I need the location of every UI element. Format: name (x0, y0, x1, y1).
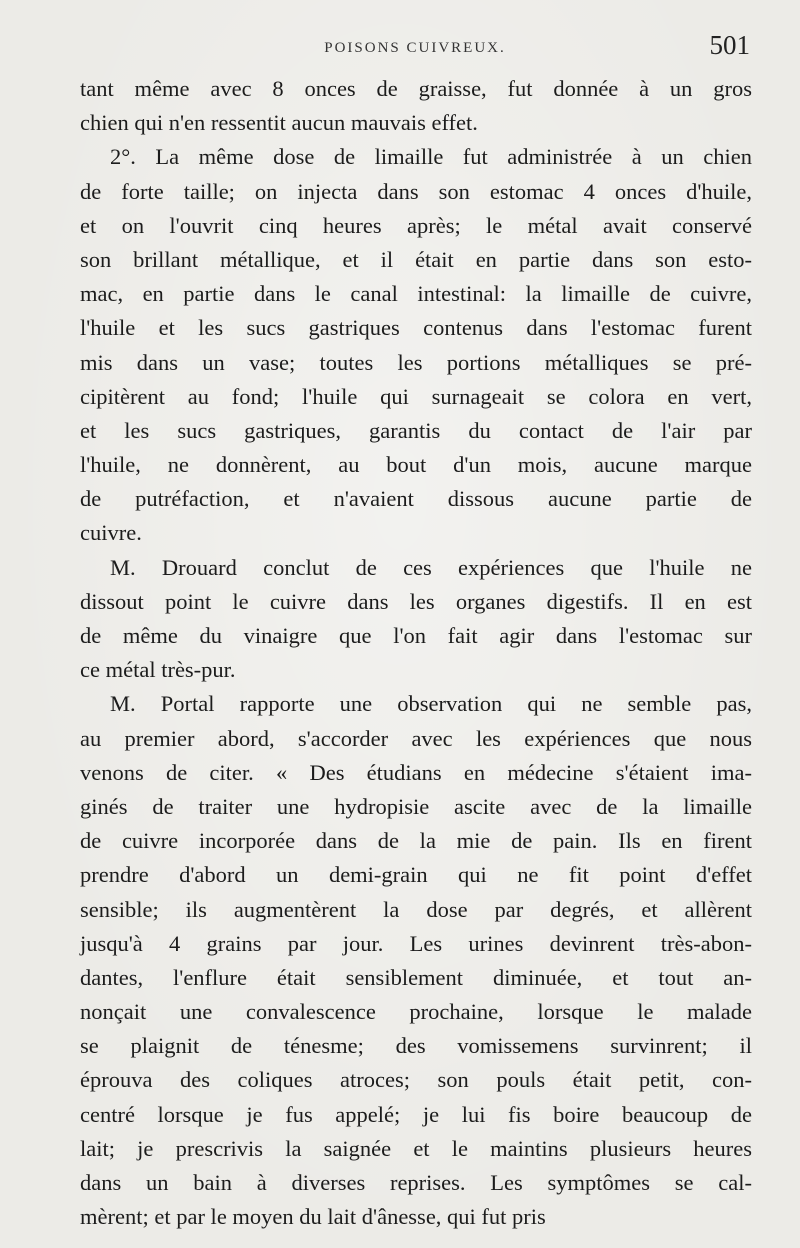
paragraph (80, 72, 752, 140)
text-line: chien qui n'en ressentit aucun mauvais effet. (80, 110, 478, 136)
text-line: de même du vinaigre que l'on fait agir dans l'estomac sur (80, 623, 752, 648)
text-line: dissout point le cuivre dans les organes digestifs. Il en est (80, 588, 752, 614)
text-line: cuivre. (80, 520, 142, 546)
body-text (80, 72, 752, 1234)
running-head-title: POISONS CUIVREUX. (324, 40, 506, 56)
paragraph (80, 140, 752, 550)
text-line: de cuivre incorporée dans de la mie de pain. Ils en firent (80, 828, 752, 854)
text-line: jusqu'à 4 grains par jour. Les urines devinrent très-abon- (80, 930, 752, 956)
text-line: mèrent; et par le moyen du lait d'ânesse, qui fut pris (80, 1204, 546, 1230)
text-line: cipitèrent au fond; l'huile qui surnageait se colora en vert, (80, 383, 752, 409)
text-line: au premier abord, s'accorder avec les expériences que nous (80, 725, 752, 751)
page-number: 501 (709, 30, 750, 60)
text-line: sensible; ils augmentèrent la dose par degrés, et allèrent (80, 896, 752, 922)
text-line: l'huile, ne donnèrent, au bout d'un mois, aucune marque (80, 452, 752, 478)
text-line: l'huile et les sucs gastriques contenus dans l'estomac furent (80, 315, 752, 341)
text-line: dans un bain à diverses reprises. Les symptômes se cal- (80, 1170, 752, 1195)
text-line: M. Drouard conclut de ces expériences que l'huile ne (110, 554, 752, 580)
text-line: et on l'ouvrit cinq heures après; le métal avait conservé (80, 212, 752, 238)
text-line: son brillant métallique, et il était en partie dans son esto- (80, 246, 752, 272)
running-head (80, 30, 750, 66)
text-line: mis dans un vase; toutes les portions métalliques se pré- (80, 349, 752, 375)
text-line: ginés de traiter une hydropisie ascite avec de la limaille (80, 793, 752, 819)
text-line: de putréfaction, et n'avaient dissous aucune partie de (80, 486, 752, 512)
text-line: dantes, l'enflure était sensiblement diminuée, et tout an- (80, 964, 752, 990)
paragraph (80, 551, 752, 688)
text-line: et les sucs gastriques, garantis du contact de l'air par (80, 417, 752, 443)
text-line: tant même avec 8 onces de graisse, fut donnée à un gros (80, 76, 752, 101)
text-line: éprouva des coliques atroces; son pouls était petit, con- (80, 1067, 752, 1093)
text-line: 2°. La même dose de limaille fut administrée à un chien (110, 144, 752, 170)
text-line: venons de citer. « Des étudians en médecine s'étaient ima- (80, 759, 752, 785)
text-line: ce métal très-pur. (80, 657, 236, 683)
paragraph (80, 687, 752, 1234)
text-line: mac, en partie dans le canal intestinal: la limaille de cuivre, (80, 281, 752, 307)
text-line: centré lorsque je fus appelé; je lui fis boire beaucoup de (80, 1101, 752, 1127)
text-line: lait; je prescrivis la saignée et le maintins plusieurs heures (80, 1135, 752, 1161)
text-line: se plaignit de ténesme; des vomissemens survinrent; il (80, 1033, 752, 1059)
text-line: nonçait une convalescence prochaine, lorsque le malade (80, 999, 752, 1025)
text-line: de forte taille; on injecta dans son estomac 4 onces d'huile, (80, 178, 752, 204)
text-line: M. Portal rapporte une observation qui ne semble pas, (110, 691, 752, 717)
text-line: prendre d'abord un demi-grain qui ne fit point d'effet (80, 862, 752, 888)
